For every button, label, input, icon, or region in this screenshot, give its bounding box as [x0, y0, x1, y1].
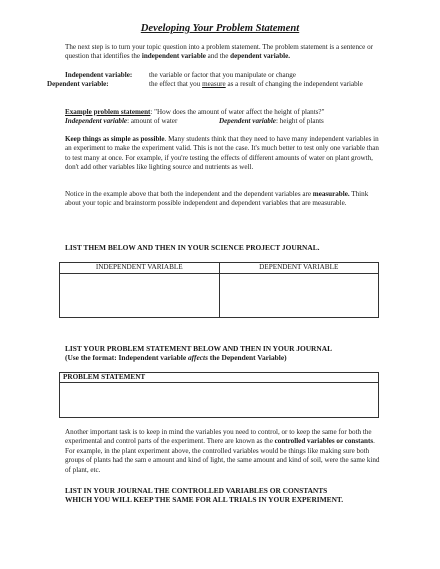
intro-dv: dependent variable. [230, 52, 291, 61]
example-dv-label: Dependent variable [219, 117, 276, 125]
notice-text: Notice in the example above that both the independent and the dependent variables are [65, 190, 313, 198]
control-text-2: . For example, in the plant experiment above, the controlled variables would be things like making sure both groups of plants had the sam e amount and kind of light, the same amount and kind of soil, were the same kind of plant, etc. [65, 437, 380, 474]
ps-heading-line-1: LIST YOUR PROBLEM STATEMENT BELOW AND THEN IN YOUR JOURNAL [65, 344, 332, 353]
dv-definition-pre: the effect that you [149, 80, 203, 88]
iv-column-header: INDEPENDENT VARIABLE [60, 263, 220, 274]
ps-heading-line-2 [65, 353, 395, 362]
iv-definition-text: the variable or factor that you manipulate or change [149, 71, 296, 79]
dv-definition-label: Dependent variable: [47, 80, 109, 88]
problem-statement-entry[interactable] [60, 383, 378, 418]
example-line [65, 108, 395, 117]
problem-statement-box [59, 372, 379, 418]
variables-entry-row [60, 274, 379, 318]
example-question: : "How does the amount of water affect the height of plants?" [150, 108, 325, 116]
final-heading-line-1: LIST IN YOUR JOURNAL THE CONTROLLED VARIABLES OR CONSTANTS [65, 486, 328, 495]
dv-definition-text [149, 80, 381, 89]
example-dv [219, 117, 324, 126]
ps-heading-affects: affects [187, 353, 208, 362]
control-text: Another important task is to keep in mind the variables you need to control, or to keep the same for both the experimental and control parts of the experiment. There are known as the [65, 428, 372, 446]
ps-heading-post: the Dependent Variable) [207, 353, 287, 362]
intro-text: The next step is to turn your topic question into a problem statement. The problem statement is a sentence or question that identifies the [65, 43, 373, 61]
ps-heading-pre: (Use the format: Independent variable [65, 353, 188, 362]
example-iv-value: : amount of water [127, 117, 178, 125]
iv-definition-label: Independent variable: [65, 71, 133, 79]
intro-and: and the [205, 52, 231, 61]
example-iv-label: Independent variable [65, 117, 128, 125]
final-heading-line-2: WHICH YOU WILL KEEP THE SAME FOR ALL TRIALS IN YOUR EXPERIMENT. [65, 495, 344, 504]
variables-table [59, 262, 379, 318]
simple-lead: Keep things as simple as possible [65, 135, 165, 143]
example-iv [65, 117, 177, 126]
list-heading: LIST THEM BELOW AND THEN IN YOUR SCIENCE PROJECT JOURNAL. [65, 243, 320, 252]
control-bold: controlled variables or constants [274, 437, 374, 446]
problem-statement-label: PROBLEM STATEMENT [60, 373, 378, 383]
dv-definition-post: as a result of changing the independent variable [225, 80, 363, 88]
simple-text: . Many students think that they need to have many independent variables in an experiment to make the experiment valid. This is not the case. It's much better to test only one variable than to test many at once. For example, if you're testing the effects of different amounts of water on plant growth, don't add other variables like lighting source and nutrients as well. [65, 135, 379, 172]
notice-measurable: measurable. [312, 190, 350, 198]
variables-header-row [60, 263, 379, 274]
example-dv-value: : height of plants [275, 117, 324, 125]
intro-iv: independent variable [141, 52, 206, 61]
example-label: Example problem statement [65, 108, 151, 116]
iv-entry-cell[interactable] [60, 274, 220, 318]
control-paragraph [65, 428, 383, 475]
notice-text-2: Think about your topic and brainstorm possible independent and dependent variables that are measurable. [65, 190, 369, 208]
page-title: Developing Your Problem Statement [140, 23, 300, 34]
simple-paragraph [65, 135, 383, 173]
intro-paragraph [65, 43, 383, 62]
dv-definition-measure: measure [202, 80, 226, 88]
dv-entry-cell[interactable] [219, 274, 379, 318]
notice-paragraph [65, 190, 383, 209]
dv-column-header: DEPENDENT VARIABLE [219, 263, 379, 274]
